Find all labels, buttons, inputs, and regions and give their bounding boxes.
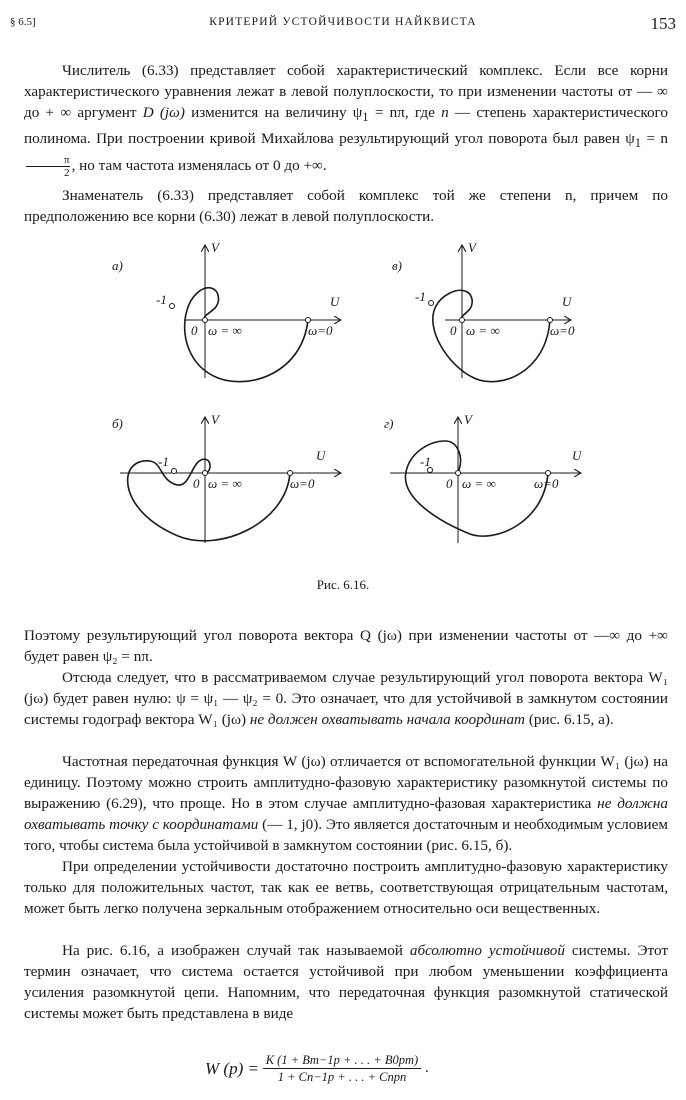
text: = n	[641, 130, 668, 148]
v-axis-label: V	[468, 240, 476, 255]
fraction	[26, 154, 70, 179]
running-title: КРИТЕРИЙ УСТОЙЧИВОСТИ НАЙКВИСТА	[209, 16, 477, 28]
panel-a	[170, 246, 341, 382]
subscript: 1	[362, 110, 369, 125]
panel-v	[429, 246, 571, 382]
formula-end: .	[424, 1059, 429, 1076]
text: (рис. 6.15, а).	[525, 711, 614, 728]
u-axis-label: U	[572, 448, 582, 463]
hodograph-curve	[185, 288, 308, 382]
paragraph-denominator	[24, 185, 668, 227]
point-omega-zero	[548, 318, 553, 323]
point-minus-one	[429, 301, 434, 306]
fraction-denominator: 2	[26, 166, 70, 179]
text: Числитель (6.33) представляет собой характеристический комплекс. Если все корни характеристического уравнения лежат в левой полуплоскости, то при изменении частоты от — ∞ до + ∞ аргумент	[24, 62, 668, 121]
formula-numerator: K (1 + Bm−1p + . . . + B0pm)	[265, 1053, 419, 1067]
text: Частотная передаточная функция W (jω) отличается от вспомогательной функции W₁ (jω) на единицу. Поэтому можно строить амплитудно-фазовую характеристику разомкнутой системы по выражению (6.29), что проще. Но в этом случае амплитудно-фазовая характеристика	[24, 753, 668, 812]
paragraph-positive-frequencies	[24, 856, 668, 919]
origin-label: 0	[450, 323, 457, 338]
paragraph-numerator	[24, 60, 668, 179]
omega-zero-label: ω=0	[550, 323, 575, 338]
subscript: 1	[634, 136, 642, 151]
panel-v-label: в)	[392, 258, 402, 273]
paragraph-transfer-function	[24, 751, 668, 856]
omega-infinity-label: ω = ∞	[208, 323, 242, 338]
text: (— 1, j0). Это является достаточным и необходимым условием того, чтобы система была устойчивой в замкнутом состоянии (рис. 6.15, б).	[24, 816, 668, 854]
u-axis-label: U	[562, 294, 572, 309]
paragraph-result-angle	[24, 625, 668, 667]
formula-lhs: W (p) =	[205, 1058, 259, 1078]
page-number: 153	[650, 14, 676, 33]
text: Отсюда следует, что в рассматриваемом случае результирующий угол поворота вектора W₁ (jω) будет равен нулю: ψ = ψ₁ — ψ₂ = 0. Это означает, что для устойчивой в замкнутом состоянии системы годограф вектора W₁ (jω)	[24, 669, 668, 728]
panel-a-label: а)	[112, 258, 123, 273]
omega-infinity-label: ω = ∞	[208, 476, 242, 491]
formula-fraction	[263, 1052, 421, 1085]
text: D (jω)	[142, 104, 185, 121]
minus-one-label: -1	[415, 289, 426, 304]
formula-denominator: 1 + Cn−1p + . . . + Cnpn	[263, 1068, 421, 1085]
running-header	[10, 14, 676, 36]
text: , но там частота изменялась от 0 до +∞.	[71, 157, 327, 175]
origin-label: 0	[193, 476, 200, 491]
paragraph-absolute-stability	[24, 940, 668, 1024]
text: изменится на величину ψ	[184, 104, 363, 121]
omega-infinity-label: ω = ∞	[466, 323, 500, 338]
omega-zero-label: ω=0	[534, 476, 559, 491]
point-origin	[456, 471, 461, 476]
omega-zero-label: ω=0	[308, 323, 333, 338]
text: На рис. 6.16, а изображен случай так называемой	[62, 942, 410, 959]
point-omega-zero	[546, 471, 551, 476]
figure-6-16	[90, 238, 600, 568]
paragraph-consequence	[24, 667, 668, 730]
section-number: § 6.5]	[10, 16, 36, 28]
origin-label: 0	[446, 476, 453, 491]
text: При определении устойчивости достаточно построить амплитудно-фазовую характеристику только для положительных частот, так как ее ветвь, соответствующая отрицательным частотам, может быть легко получена зеркальным отображением относительно оси вещественных.	[24, 858, 668, 917]
point-omega-zero	[288, 471, 293, 476]
u-axis-label: U	[316, 448, 326, 463]
transfer-function-formula	[205, 1052, 429, 1085]
hodograph-curve	[128, 459, 290, 541]
u-axis-label: U	[330, 294, 340, 309]
minus-one-label: -1	[420, 454, 431, 469]
emphasis: не должна охватывать точку с координатами	[24, 795, 668, 833]
omega-zero-label: ω=0	[290, 476, 315, 491]
text: = nπ, где	[368, 104, 442, 121]
point-origin	[203, 471, 208, 476]
point-origin	[203, 318, 208, 323]
minus-one-label: -1	[158, 454, 169, 469]
point-origin	[460, 318, 465, 323]
point-minus-one	[172, 469, 177, 474]
text: системы. Этот термин означает, что система остается устойчивой при любом уменьшении коэффициента усиления разомкнутой цепи. Напомним, что передаточная функция разомкнутой статической системы может быть представлена в виде	[24, 942, 668, 1022]
text: n	[441, 104, 449, 121]
origin-label: 0	[191, 323, 198, 338]
panel-b-label: б)	[112, 416, 123, 431]
v-axis-label: V	[211, 412, 219, 427]
text: Поэтому результирующий угол поворота вектора Q (jω) при изменении частоты от —∞ до +∞ будет равен ψ₂ = nπ.	[24, 627, 668, 665]
v-axis-label: V	[464, 412, 472, 427]
omega-infinity-label: ω = ∞	[462, 476, 496, 491]
fraction-numerator: π	[64, 154, 70, 167]
text: Знаменатель (6.33) представляет собой комплекс той же степени n, причем по предположению все корни (6.30) лежат в левой полуплоскости.	[24, 187, 668, 225]
v-axis-label: V	[211, 240, 219, 255]
point-minus-one	[170, 304, 175, 309]
emphasis: абсолютно устойчивой	[409, 942, 565, 959]
panel-g-label: г)	[384, 416, 394, 431]
minus-one-label: -1	[156, 292, 167, 307]
emphasis: не должен охватывать начала координат	[249, 711, 526, 728]
text: — степень характеристического полинома. При построении кривой Михайлова результирующий угол поворота был равен ψ	[24, 104, 668, 148]
point-omega-zero	[306, 318, 311, 323]
figure-caption: Рис. 6.16.	[316, 577, 370, 592]
